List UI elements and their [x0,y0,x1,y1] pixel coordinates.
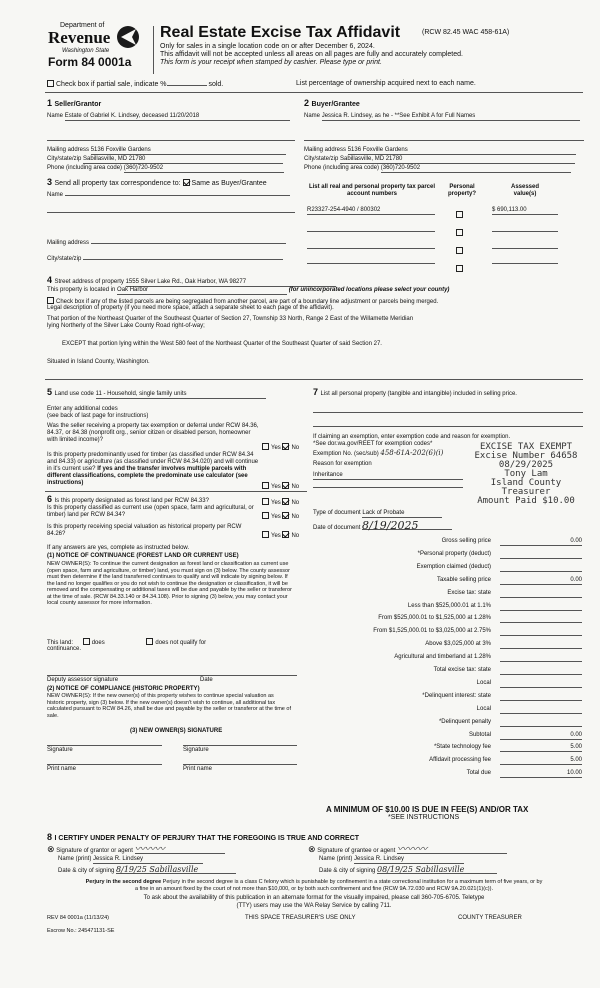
tax-line-value[interactable]: 0.00 [500,538,582,546]
q-exemption: Was the seller receiving a property tax exemption or deferral under RCW 84.36, 84.37, or 84.38 (nonprofit org., senior citizen or disabled person, homeowner with limited income)? [47,423,259,443]
correspondence-heading: 3 Send all property tax correspondence to: Same as Buyer/Grantee [47,177,267,187]
header-line1: Only for sales in a single location code on or after December 6, 2024. [160,43,375,50]
partial-checkbox[interactable] [47,80,54,87]
q-timber: Is this property predominantly used for timber (as classified under RCW 84.34 and 84.33) or agriculture (as classified under RCW 84.34.020) and will continue in it's current use? If yes and the transfer involves multiple parcels with different classifications, complete the predominate use calculator (see instructions) [47,452,259,486]
q-current-use-answer: Yes No [262,512,299,521]
see-instructions: *SEE INSTRUCTIONS [388,814,460,821]
seller-name-row: Name Estate of Gabriel K. Lindsey, deceased 11/20/2018 [47,113,295,121]
tax-line-value[interactable] [500,719,582,727]
buyer-name-row: Name Jessica R. Lindsey, as he - **See Exhibit A for Full Names [304,113,584,121]
notice3-head: (3) NEW OWNER(S) SIGNATURE [130,728,223,734]
tax-line-label: *Personal property (deduct) [417,550,491,557]
legal-label: Legal description of property (if you need more space, attach a separate sheet to each page of the affidavit). [47,305,334,311]
certify-heading: 8 I CERTIFY UNDER PENALTY OF PERJURY THAT THE FOREGOING IS TRUE AND CORRECT [47,832,360,842]
buyer-mail[interactable]: 5136 Foxville Gardens [348,147,576,155]
legal-desc-4: Situated in Island County, Washington. [47,359,150,365]
tax-line-label: Taxable selling price [436,576,491,583]
county-treasurer: COUNTY TREASURER [458,915,522,921]
add-codes-note: (see back of last page for instructions) [47,413,149,419]
tax-line-value[interactable] [500,641,582,649]
partial-sale[interactable]: Check box if partial sale, indicate % sold. [47,80,223,89]
personal-checkbox-3[interactable] [456,247,463,254]
personal-checkbox-2[interactable] [456,229,463,236]
seller-mail[interactable]: 5136 Foxville Gardens [91,147,286,155]
grantor-sig-row: ⊗ Signature of grantor or agent 〰〰〰 [47,846,225,855]
same-as-buyer-checkbox[interactable] [183,179,190,186]
tax-line-label: Local [476,679,491,686]
notice2-text: NEW OWNER(S): If the new owner(s) of this property wishes to continue special valuation as historic property, sign (3) below. If the new owner(s) doesn't wish to continue, all additional tax calculated pursuant to RCW 84.26, shall be due and payable by the seller or transferor at the time of sale. [47,693,291,719]
tax-line-label: Local [476,705,491,712]
q-exemption-answer: Yes No [262,443,299,452]
seller-name[interactable]: Estate of Gabriel K. Lindsey, deceased 11/20/2018 [65,113,290,121]
form-number: Form 84 0001a [48,55,132,69]
header-line3: This form is your receipt when stamped by cashier. Please type or print. [160,59,382,66]
owner-print-2: Print name [183,766,213,772]
buyer-name[interactable]: Jessica R. Lindsey, as he - **See Exhibit A for Full Names [322,113,580,121]
assessed-value[interactable]: $ 690,113.00 [492,207,558,215]
tax-line-value[interactable]: 10.00 [500,770,582,778]
tax-line-value[interactable] [500,628,582,636]
grantee-name[interactable]: Jessica R. Lindsey [354,856,464,864]
personal-property-head: 7 List all personal property (tangible and intangible) included in selling price. [313,387,517,397]
exempt-stamp: EXCISE TAX EXEMPT Excise Number 64658 08/29/2025 Tony Lam Island County Treasurer Amount Paid $10.00 [474,442,578,506]
grantor-date[interactable]: 8/19/25 Sabillasville [116,866,236,874]
corr-city-row: City/state/zip [47,256,283,263]
header-line2: This affidavit will not be accepted unless all areas on all pages are fully and accurately completed. [160,51,463,58]
grantee-sig-row: ⊗ Signature of grantee or agent 〰〰〰 [308,846,507,855]
revenue-text: Revenue [48,28,111,47]
seller-heading: 1 Seller/Grantor [47,98,102,108]
tax-line-value[interactable] [500,693,582,701]
parcel-number[interactable]: R23327-254-4940 / 800302 [307,207,435,215]
tax-line-value[interactable] [500,590,582,598]
corr-mail-row: Mailing address [47,240,286,247]
grantor-name-row: Name (print) Jessica R. Lindsey [58,856,203,864]
tax-line-value[interactable]: 0.00 [500,577,582,585]
q-historic: Is this property receiving special valuation as historical property per RCW 84.26? [47,524,242,537]
tax-line-value[interactable]: 5.00 [500,744,582,752]
legal-desc-3: EXCEPT that portion lying within the West 580 feet of the Northeast Quarter of the Southeast Quarter of said Section 27. [62,341,382,347]
form-title: Real Estate Excise Tax Affidavit [160,24,401,41]
tax-line-label: Total excise tax: state [433,667,491,673]
tax-line-value[interactable] [500,551,582,559]
tax-line-label: *State technology fee [433,744,491,751]
buyer-mail-row: Mailing address 5136 Foxville Gardens [304,147,576,155]
tax-line-value[interactable] [500,564,582,572]
tax-line-label: Total due [466,770,491,777]
notice1-text: NEW OWNER(S): To continue the current designation as forest land or classification as current use (open space, farm and agriculture, or timber) land, you must sign on (3) below. The county assessor must then determine if the land transferred continues to qualify and will indicate by signing below. If the land no longer qualifies or you do not wish to continue the designation or classification, it will be removed and the compensating or additional taxes will be due and payable by the seller or transferor at the time of sale. (RCW 84.33.140 or 84.34.108). Prior to signing (3) below, you may contact your local county assessor for more information. [47,561,292,606]
exemption-code[interactable]: 458-61A-202(6)(i) [380,449,444,457]
tax-line-value[interactable]: 5.00 [500,757,582,765]
buyer-phone[interactable]: (360)720-9502 [381,165,571,173]
tax-line-label: Excise tax: state [447,589,491,596]
dor-logo-icon [112,24,144,50]
tax-line-value[interactable] [500,654,582,662]
reason-label: Reason for exemption [313,461,372,467]
perjury-1: Perjury in the second degree Perjury in the second degree is a class C felony which is punishable by confinement in a state correctional institution for a maximum term of five years, or by [85,879,543,885]
grantee-date[interactable]: 08/19/25 Sabillasville [377,866,497,874]
tax-line-label: From $1,525,000.01 to $3,025,000 at 2.75% [373,628,491,635]
tax-line-value[interactable] [500,706,582,714]
q-forest: 6 Is this property designated as forest land per RCW 84.33? [47,494,209,504]
if-any: If any answers are yes, complete as instructed below. [47,545,190,551]
add-codes: Enter any additional codes [47,406,118,412]
deputy-sig: Deputy assessor signature [47,677,119,683]
seller-mail-row: Mailing address 5136 Foxville Gardens [47,147,286,155]
minimum-due: A MINIMUM OF $10.00 IS DUE IN FEE(S) AND/OR TAX [326,805,529,814]
treasurer-space: THIS SPACE TREASURER'S USE ONLY [245,915,356,921]
seller-phone[interactable]: (360)720-9502 [124,165,284,173]
tax-line-label: Above $3,025,000 at 3% [425,641,491,648]
grantee-name-row: Name (print) Jessica R. Lindsey [319,856,464,864]
owner-sig-2: Signature [183,747,209,753]
rev-number: REV 84 0001a (11/13/24) [47,915,109,921]
corr-name-row: Name [47,192,290,199]
buyer-city[interactable]: Sabillasville, MD 21780 [340,156,575,164]
grantor-name[interactable]: Jessica R. Lindsey [93,856,203,864]
parcel-col-head: List all real and personal property tax parcel account numbers [308,184,436,197]
notice2-head: (2) NOTICE OF COMPLIANCE (HISTORIC PROPERTY) [47,686,200,692]
does-checkbox[interactable] [83,638,90,645]
street-address[interactable]: 1555 Silver Lake Rd., Oak Harbor, WA 98277 [126,279,336,287]
legal-desc-1: That portion of the Northeast Quarter of the Southeast Quarter of Section 27, Township 33 North, Range 2 East of the Willamette Meridian [47,316,414,322]
buyer-city-row: City/state/zip Sabillasville, MD 21780 [304,156,575,164]
tax-line-label: *Delinquent penalty [438,718,491,725]
tax-line-label: Gross selling price [441,538,491,544]
segregated-checkbox[interactable] [47,297,54,304]
personal-col-head: Personal property? [447,184,476,197]
street-address-row: 4 Street address of property 1555 Silver Lake Rd., Oak Harbor, WA 98277 [47,277,336,287]
reason-value[interactable]: Inheritance [313,472,463,480]
tax-line-value[interactable] [500,667,582,675]
personal-checkbox-1 [456,204,465,222]
exemption-text: If claiming an exemption, enter exemption code and reason for exemption. *See dor.wa.gov/REET for exemption codes* [313,434,511,447]
tax-line-value[interactable] [500,680,582,688]
dept-text: Department of [60,22,105,29]
tax-line-label: Affidavit processing fee [429,757,491,764]
q-current-use: Is this property classified as current use (open space, farm and agricultural, or timber) land per RCW 84.34? [47,505,254,518]
seller-city[interactable]: Sabillasville, MD 21780 [83,156,283,164]
ownership-note: List percentage of ownership acquired next to each name. [296,80,476,87]
tax-line-label: *Delinquent interest: state [422,692,491,699]
location-row: This property is located in Oak Harbor (for unincorporated locations please select your county) [47,287,450,293]
owner-print-1: Print name [47,766,77,772]
doc-date-row: Date of document 8/19/2025 [313,522,452,532]
tax-line-label: Subtotal [468,731,491,738]
tax-line-label: Exemption claimed (deduct) [416,563,491,570]
doc-date[interactable]: 8/19/2025 [362,522,452,530]
tax-line-value[interactable] [500,603,582,611]
grantor-date-row: Date & city of signing 8/19/25 Sabillasville [58,866,236,875]
does-not-checkbox[interactable] [146,638,153,645]
this-land: This land: does does not qualify for [47,640,207,646]
land-use-code[interactable]: 11 - Household, single family units [96,391,266,399]
q-timber-answer: Yes No [262,482,299,491]
seller-city-row: City/state/zip Sabillasville, MD 21780 [47,156,283,164]
state-text: Washington State [62,48,110,54]
tax-line-value[interactable] [500,615,582,623]
location[interactable]: Oak Harbor [117,287,287,295]
seller-phone-row: Phone (including area code) (360)720-9502 [47,165,284,173]
doc-type[interactable]: Lack of Probate [362,510,442,518]
segregated-row: Check box if any of the listed parcels are being segregated from another parcel, are part of a boundary line adjustment or parcels being merged. [47,297,582,306]
alt-format-1: To ask about the availability of this publication in an alternate format for the visually impaired, please call 360-705-6705. Teletype [143,895,485,901]
tax-line-label: Agricultural and timberland at 1.28% [394,654,491,661]
tax-line-label: Less than $525,000.01 at 1.1% [407,602,491,609]
escrow-no: Escrow No.: 245471131-SE [47,928,115,934]
doc-type-row: Type of document Lack of Probate [313,510,442,518]
alt-format-2: (TTY) users may use the WA Relay Service by calling 711. [236,903,392,909]
notice1-head: (1) NOTICE OF CONTINUANCE (FOREST LAND OR CURRENT USE) [47,553,239,559]
buyer-phone-row: Phone (including area code) (360)720-9502 [304,165,571,173]
land-use-row: 5 Land use code 11 - Household, single family units [47,389,266,399]
deputy-date: Date [200,677,213,683]
legal-desc-2: lying Northerly of the Silver Lake County Road right-of-way; [47,323,205,329]
exemption-row: Exemption No. (sec/sub) 458-61A-202(6)(i) [313,449,444,457]
tax-line-value[interactable]: 0.00 [500,732,582,740]
perjury-2: a fine in an amount fixed by the court of not more than $10,000, or by both such confinement and fine (RCW 9A.72.030 and RCW 9A.20.021(1)(c)). [134,886,493,892]
owner-sig-1: Signature [47,747,73,753]
q-historic-answer: Yes No [262,531,299,540]
personal-checkbox-4[interactable] [456,265,463,272]
continuance: continuance. [47,646,82,652]
buyer-heading: 2 Buyer/Grantee [304,98,360,108]
rcw-ref: (RCW 82.45 WAC 458-61A) [422,29,510,36]
assessed-col-head: Assessed value(s) [510,184,540,197]
grantee-date-row: Date & city of signing 08/19/25 Sabillasville [319,866,497,875]
q-forest-answer: Yes No [262,498,299,507]
tax-line-label: From $525,000.01 to $1,525,000 at 1.28% [378,615,491,622]
